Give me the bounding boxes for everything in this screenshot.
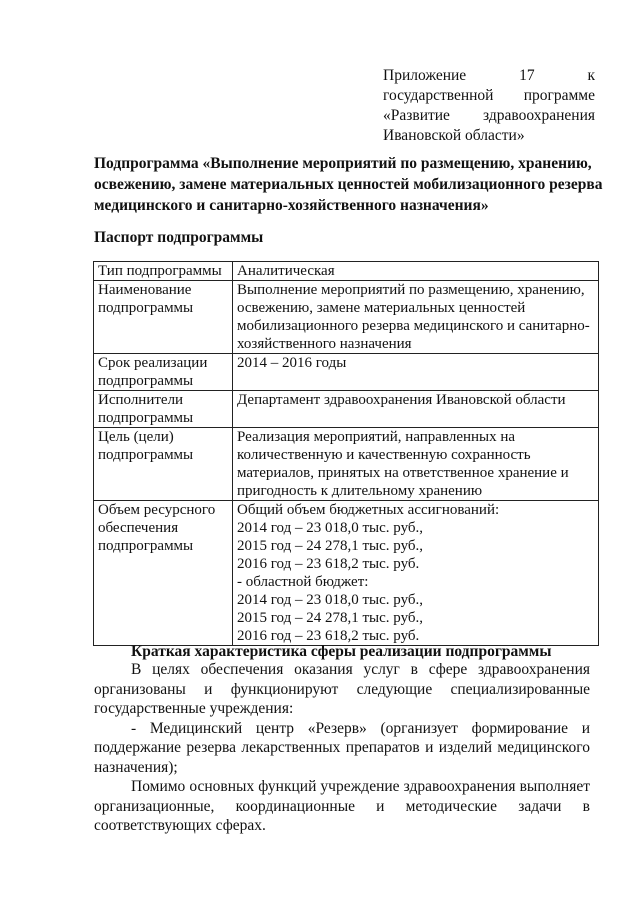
body-text: [94, 660, 590, 836]
passport-row-value: [233, 281, 599, 354]
passport-heading: Паспорт подпрограммы: [94, 229, 264, 246]
appendix-line: государственной программе: [383, 87, 595, 104]
passport-row-label: Исполнители подпрограммы: [94, 391, 233, 428]
passport-row: [94, 354, 599, 391]
passport-row-label: Цель (цели) подпрограммы: [94, 428, 233, 501]
subprogram-title: Подпрограмма «Выполнение мероприятий по размещению, хранению, освежению, замене материальных ценностей мобилизационного резерва медицинского и санитарно-хозяйственного назначения»: [94, 155, 603, 214]
passport-value-line: Выполнение мероприятий по размещению, хранению, освежению, замене материальных ценностей мобилизационного резерва медицинского и санитарно-хозяйственного назначения: [237, 282, 590, 352]
passport-row-value: [233, 262, 599, 281]
passport-row-label: Срок реализации подпрограммы: [94, 354, 233, 391]
appendix-line: «Развитие здравоохранения: [383, 107, 595, 124]
passport-row-value: [233, 501, 599, 646]
passport-row: [94, 391, 599, 428]
passport-value-line: Реализация мероприятий, направленных на количественную и качественную сохранность материалов, принятых на ответственное хранение и пригодность к длительному хранению: [237, 429, 569, 499]
passport-row: [94, 428, 599, 501]
appendix-line: Приложение 17 к: [383, 67, 595, 84]
section-heading: Краткая характеристика сферы реализации подпрограммы: [131, 643, 552, 660]
passport-row: [94, 262, 599, 281]
passport-value-line: 2014 год – 23 018,0 тыс. руб.,: [237, 592, 424, 608]
passport-row: [94, 501, 599, 646]
passport-row-value: [233, 354, 599, 391]
passport-value-line: 2016 год – 23 618,2 тыс. руб.: [237, 556, 420, 572]
passport-row-label: Тип подпрограммы: [94, 262, 233, 281]
paragraph: В целях обеспечения оказания услуг в сфере здравоохранения организованы и функционируют следующие специализированные государственные учреждения:: [94, 661, 590, 717]
passport-table: [93, 261, 599, 646]
appendix-line: Ивановской области»: [383, 127, 525, 144]
passport-value-line: 2016 год – 23 618,2 тыс. руб.: [237, 628, 420, 644]
passport-row-value: [233, 391, 599, 428]
paragraph: Помимо основных функций учреждение здравоохранения выполняет организационные, координационные и методические задачи в соответствующих сферах.: [94, 778, 590, 834]
passport-value-line: Общий объем бюджетных ассигнований:: [237, 502, 500, 518]
passport-table-body: [94, 262, 599, 646]
passport-value-line: - областной бюджет:: [237, 574, 369, 590]
passport-row-value: [233, 428, 599, 501]
passport-value-line: Департамент здравоохранения Ивановской области: [237, 392, 566, 408]
passport-value-line: 2014 год – 23 018,0 тыс. руб.,: [237, 520, 424, 536]
paragraph: - Медицинский центр «Резерв» (организует формирование и поддержание резерва лекарственных препаратов и изделий медицинского назначения);: [94, 719, 590, 776]
passport-row-label: Объем ресурсного обеспечения подпрограммы: [94, 501, 233, 646]
passport-value-line: 2015 год – 24 278,1 тыс. руб.,: [237, 610, 424, 626]
passport-row-label: Наименование подпрограммы: [94, 281, 233, 354]
passport-value-line: 2015 год – 24 278,1 тыс. руб.,: [237, 538, 424, 554]
passport-value-line: 2014 – 2016 годы: [237, 355, 347, 371]
passport-row: [94, 281, 599, 354]
passport-value-line: Аналитическая: [237, 263, 335, 279]
appendix-note: [383, 66, 595, 146]
